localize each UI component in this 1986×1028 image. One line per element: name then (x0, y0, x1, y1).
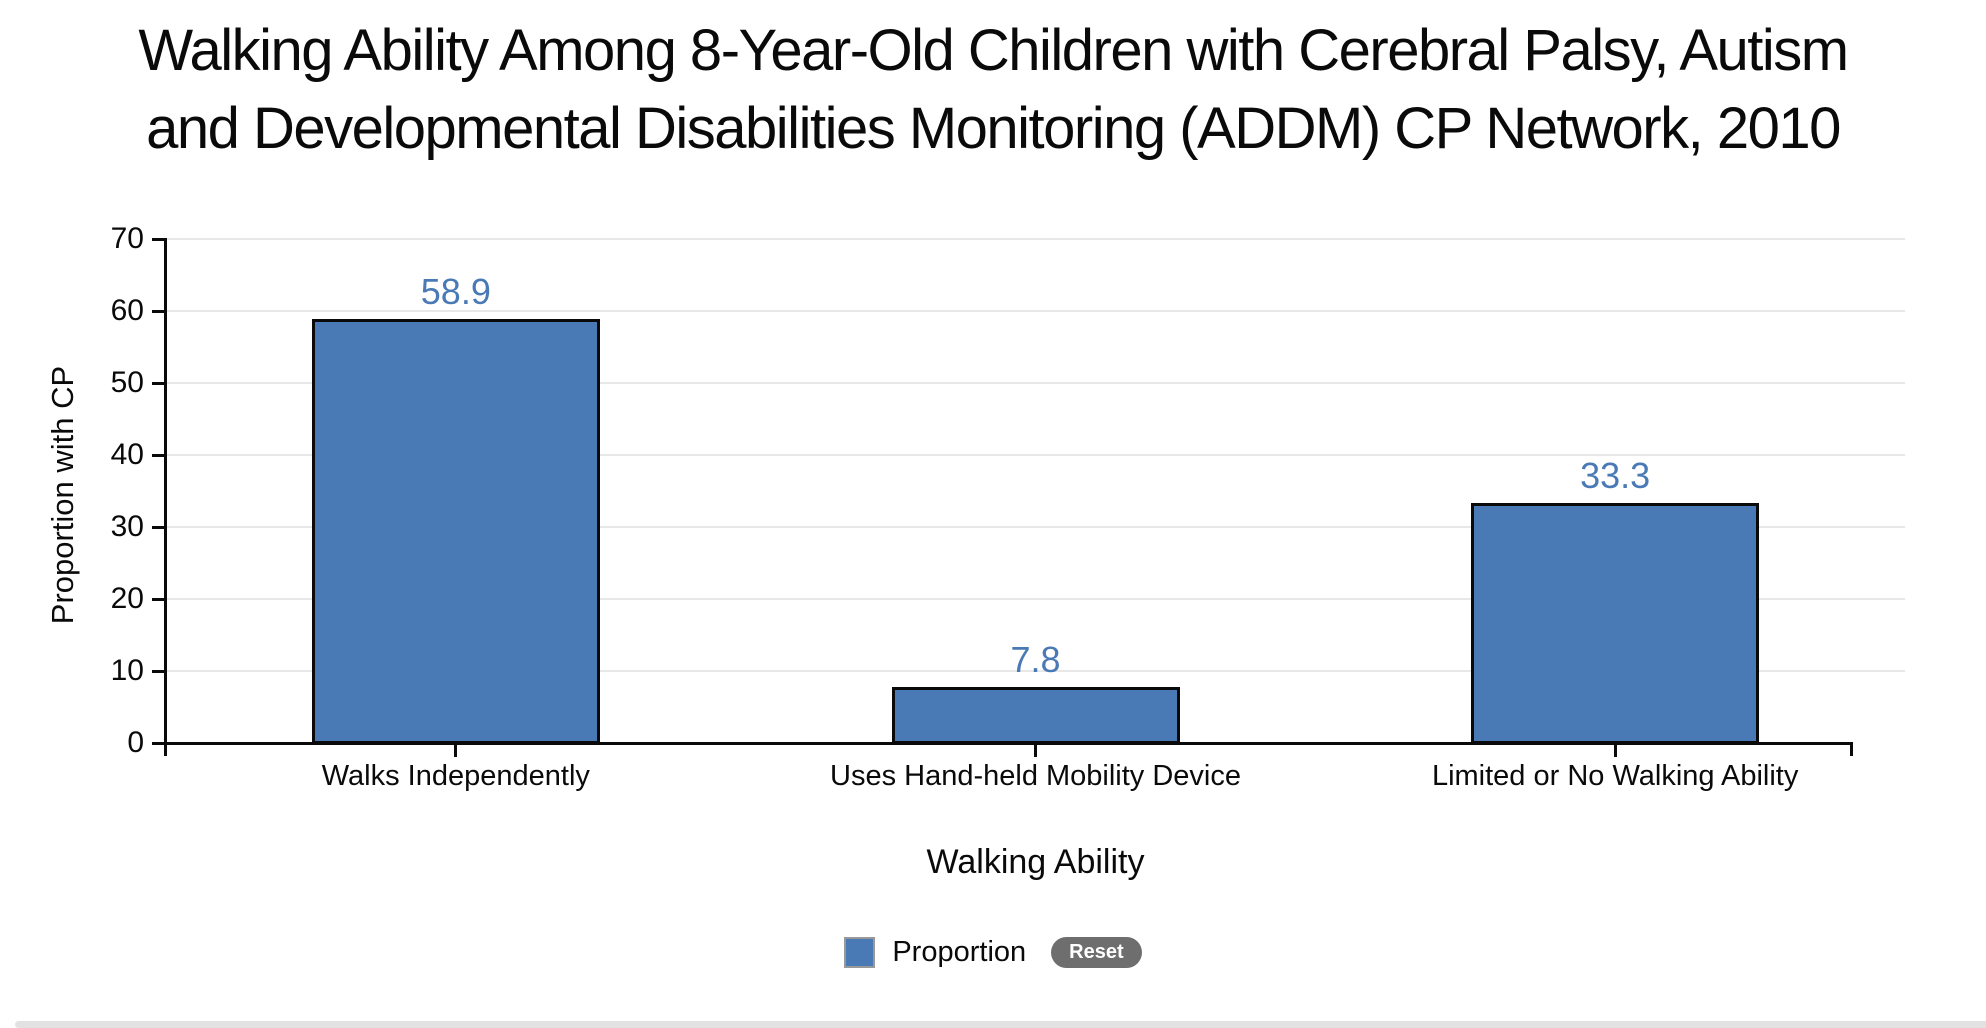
y-axis-title: Proportion with CP (45, 365, 80, 625)
x-tick-label-limited-or-no-walking-ability: Limited or No Walking Ability (1431, 760, 1799, 792)
y-tick-label-30: 30 (110, 510, 144, 543)
x-tick-label-uses-hand-held-mobility-device: Uses Hand-held Mobility Device (830, 760, 1241, 792)
legend (0, 936, 1986, 969)
y-tick-30 (152, 526, 164, 529)
x-tick-limited-or-no-walking-ability (1614, 744, 1617, 757)
gridline-70 (166, 238, 1905, 240)
y-tick-70 (152, 238, 164, 241)
bottom-divider (15, 1021, 1986, 1028)
y-tick-label-40: 40 (110, 438, 144, 471)
bar-value-limited-or-no-walking-ability: 33.3 (1580, 455, 1651, 497)
x-tick-uses-hand-held-mobility-device (1034, 744, 1037, 757)
chart-title-line-2: and Developmental Disabilities Monitoring (ADDM) CP Network, 2010 (146, 96, 1840, 161)
x-axis-end-tick (1850, 743, 1853, 756)
legend-swatch-proportion (844, 937, 875, 968)
bar-walks-independently[interactable] (312, 319, 600, 744)
x-tick-walks-independently (454, 744, 457, 757)
bar-uses-hand-held-mobility-device[interactable] (892, 687, 1180, 744)
y-tick-50 (152, 382, 164, 385)
x-tick-label-walks-independently: Walks Independently (321, 760, 590, 792)
bar-limited-or-no-walking-ability[interactable] (1471, 503, 1759, 744)
bar-value-walks-independently: 58.9 (420, 270, 491, 312)
chart-title-line-1: Walking Ability Among 8-Year-Old Children with Cerebral Palsy, Autism (138, 18, 1848, 83)
y-tick-label-0: 0 (127, 726, 144, 759)
y-tick-40 (152, 454, 164, 457)
legend-label-proportion: Proportion (892, 936, 1027, 968)
bar-value-uses-hand-held-mobility-device: 7.8 (1010, 638, 1061, 680)
y-tick-label-70: 70 (110, 222, 144, 255)
y-tick-label-50: 50 (110, 366, 144, 399)
reset-button[interactable]: Reset (1051, 937, 1141, 968)
y-tick-10 (152, 670, 164, 673)
y-tick-20 (152, 598, 164, 601)
y-axis-line (164, 238, 167, 756)
y-tick-label-20: 20 (110, 582, 144, 615)
x-axis-title: Walking Ability (926, 843, 1145, 881)
y-tick-0 (152, 742, 164, 745)
y-tick-60 (152, 310, 164, 313)
y-tick-label-10: 10 (110, 654, 144, 687)
y-tick-label-60: 60 (110, 294, 144, 327)
